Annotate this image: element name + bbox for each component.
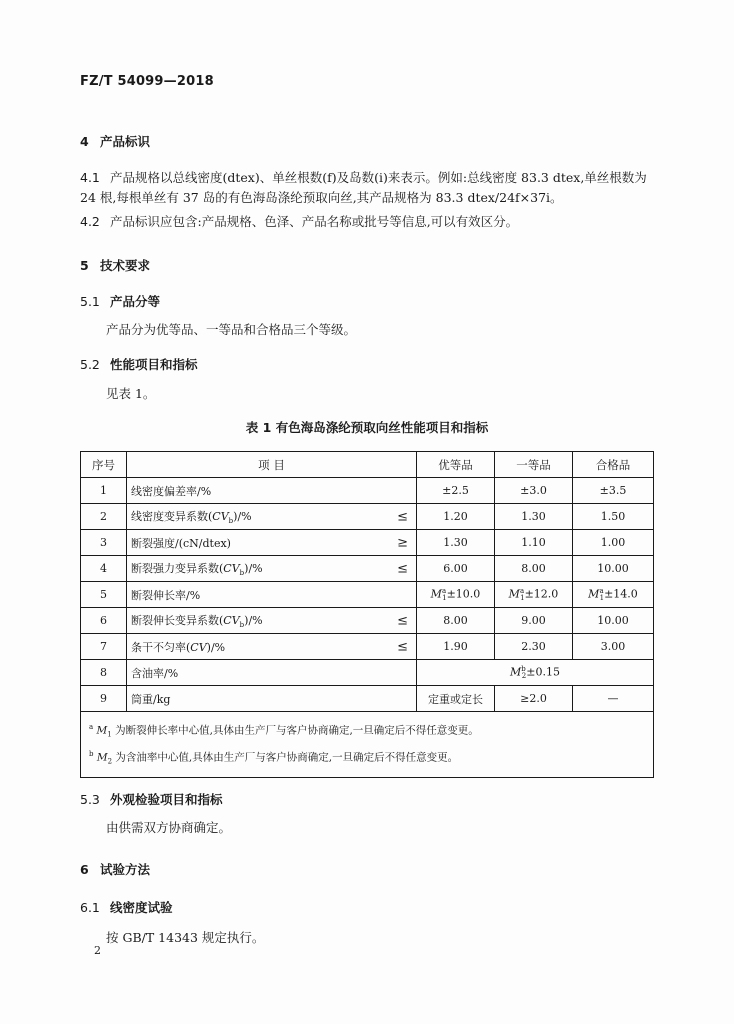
row-item: 断裂强度/(cN/dtex) ≥: [127, 530, 417, 556]
row-number: 1: [81, 478, 127, 504]
section-title: 技术要求: [100, 258, 151, 273]
row-item: 含油率/%: [127, 660, 417, 686]
subsection-heading-5-3: [80, 790, 223, 808]
comparison-symbol: ≤: [397, 561, 408, 576]
subsection-5-3-text: 由供需双方协商确定。: [106, 820, 232, 835]
clause-number: 4.2: [80, 214, 100, 229]
row-item: 线密度变异系数$(CV_b)/\%$ ≤: [127, 504, 417, 530]
comparison-symbol: ≤: [397, 509, 408, 524]
row-value-g1: $M^a_1\pm 10.0$: [417, 582, 495, 608]
performance-table: [80, 451, 654, 778]
section-title: 产品标识: [100, 134, 151, 149]
row-number: 3: [81, 530, 127, 556]
subsection-heading-5-2: [80, 355, 198, 373]
subsection-title: 性能项目和指标: [110, 357, 198, 372]
comparison-symbol: ≥: [397, 535, 408, 550]
row-value-g2: 9.00: [495, 608, 573, 634]
table-row: [81, 686, 654, 712]
subsection-title: 线密度试验: [110, 900, 173, 915]
row-value-g3: —: [573, 686, 654, 712]
row-number: 8: [81, 660, 127, 686]
row-item: 筒重/kg: [127, 686, 417, 712]
section-number: 5: [80, 258, 89, 273]
row-value-g3: 3.00: [573, 634, 654, 660]
row-value-g2: 8.00: [495, 556, 573, 582]
row-value-g1: 8.00: [417, 608, 495, 634]
table-row: [81, 660, 654, 686]
subsection-heading-6-1: [80, 898, 173, 916]
clause-number: 4.1: [80, 170, 100, 185]
row-number: 6: [81, 608, 127, 634]
subsection-title: 产品分等: [110, 294, 161, 309]
table-notes: [81, 712, 654, 778]
page-number: 2: [94, 944, 101, 957]
section-heading-5: [80, 256, 150, 274]
document-code-header: FZ/T 54099—2018: [80, 74, 214, 89]
table-note-b: $^b$ $M_2$ 为含油率中心值,具体由生产厂与客户协商确定,一旦确定后不得任意变更。: [89, 749, 459, 766]
table-notes-row: [81, 712, 654, 778]
col-header-item: 项 目: [127, 452, 417, 478]
clause-4-2: [80, 212, 660, 232]
row-value-g3: 1.00: [573, 530, 654, 556]
subsection-title: 外观检验项目和指标: [110, 792, 223, 807]
row-value-g2: 2.30: [495, 634, 573, 660]
row-value-g1: 定重或定长: [417, 686, 495, 712]
row-value-g1: 6.00: [417, 556, 495, 582]
table-row: [81, 530, 654, 556]
row-value-g2: ±3.0: [495, 478, 573, 504]
col-header-qualified: 合格品: [573, 452, 654, 478]
row-item: 断裂伸长率/%: [127, 582, 417, 608]
table-row: [81, 478, 654, 504]
section-heading-4: [80, 132, 150, 150]
row-value-g1: 1.20: [417, 504, 495, 530]
col-header-no: 序号: [81, 452, 127, 478]
row-item: 断裂伸长变异系数$(CV_b)/\%$ ≤: [127, 608, 417, 634]
table-header-row: [81, 452, 654, 478]
section-number: 4: [80, 134, 89, 149]
row-value-g2: 1.10: [495, 530, 573, 556]
section-title: 试验方法: [100, 862, 151, 877]
col-header-premium: 优等品: [417, 452, 495, 478]
table-caption: 表 1 有色海岛涤纶预取向丝性能项目和指标: [245, 420, 489, 435]
table-note-a: $^a$ $M_1$ 为断裂伸长率中心值,具体由生产厂与客户协商确定,一旦确定后不得任意变更。: [89, 723, 479, 739]
subsection-5-1-text: 产品分为优等品、一等品和合格品三个等级。: [106, 322, 357, 337]
subsection-number: 6.1: [80, 900, 100, 915]
table-row: [81, 582, 654, 608]
row-value-g2: 1.30: [495, 504, 573, 530]
row-value-g3: 1.50: [573, 504, 654, 530]
subsection-number: 5.1: [80, 294, 100, 309]
row-number: 9: [81, 686, 127, 712]
row-value-g2: $M^a_1\pm 12.0$: [495, 582, 573, 608]
table-row: [81, 608, 654, 634]
row-number: 4: [81, 556, 127, 582]
table-row: [81, 504, 654, 530]
row-number: 2: [81, 504, 127, 530]
comparison-symbol: ≤: [397, 639, 408, 654]
row-value-g2: ≥2.0: [495, 686, 573, 712]
section-heading-6: [80, 860, 150, 878]
row-value-g3: 10.00: [573, 608, 654, 634]
subsection-6-1-text: 按 GB/T 14343 规定执行。: [106, 930, 265, 945]
subsection-heading-5-1: [80, 292, 160, 310]
row-value-all-grades: $M^b_2\pm 0.15$: [417, 660, 654, 686]
table-row: [81, 556, 654, 582]
col-header-first-grade: 一等品: [495, 452, 573, 478]
row-number: 5: [81, 582, 127, 608]
row-value-g3: ±3.5: [573, 478, 654, 504]
row-value-g1: ±2.5: [417, 478, 495, 504]
clause-text: 产品规格以总线密度(dtex)、单丝根数(f)及岛数(i)来表示。例如:总线密度 83.3 dtex,单丝根数为 24 根,每根单丝有 37 岛的有色海岛涤纶预取向丝,其产品规格为 83.3 dtex/24f×37i。: [80, 170, 647, 205]
table-row: [81, 634, 654, 660]
subsection-number: 5.3: [80, 792, 100, 807]
row-item: 线密度偏差率/%: [127, 478, 417, 504]
row-number: 7: [81, 634, 127, 660]
clause-4-1: [80, 168, 660, 208]
comparison-symbol: ≤: [397, 613, 408, 628]
row-value-g1: 1.30: [417, 530, 495, 556]
row-value-g3: $M^a_1\pm 14.0$: [573, 582, 654, 608]
row-item: 断裂强力变异系数$(CV_b)/\%$ ≤: [127, 556, 417, 582]
row-item: 条干不匀率(CV)/% ≤: [127, 634, 417, 660]
row-value-g1: 1.90: [417, 634, 495, 660]
section-number: 6: [80, 862, 89, 877]
row-value-g3: 10.00: [573, 556, 654, 582]
clause-text: 产品标识应包含:产品规格、色泽、产品名称或批号等信息,可以有效区分。: [110, 214, 519, 229]
subsection-5-2-text: 见表 1。: [106, 386, 156, 401]
subsection-number: 5.2: [80, 357, 100, 372]
